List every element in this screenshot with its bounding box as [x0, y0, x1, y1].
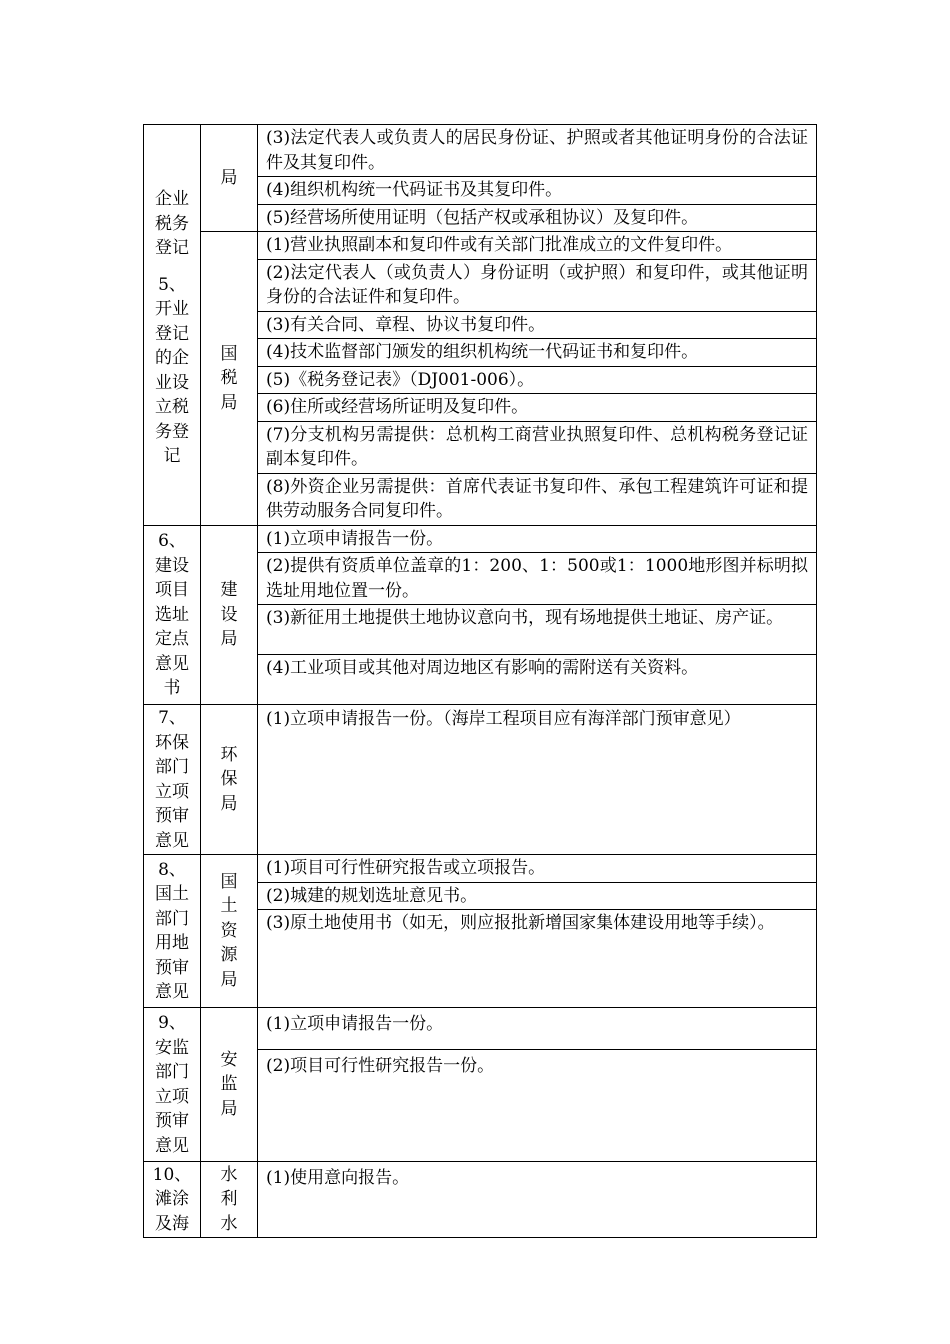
requirement-row: (1)项目可行性研究报告或立项报告。	[258, 855, 817, 883]
dept-line: 局	[220, 629, 238, 649]
item-line: 立项	[155, 781, 189, 802]
item-line: 用地	[155, 933, 189, 953]
requirement-row: (5)《税务登记表》（DJ001-006）。	[258, 366, 817, 394]
item-line: 6、	[158, 531, 186, 551]
item-line: 的企	[155, 348, 189, 368]
dept-line: 资	[220, 920, 238, 941]
requirement-row: (1)营业执照副本和复印件或有关部门批准成立的文件复印件。	[258, 232, 817, 260]
dept-cell-national-tax	[201, 232, 258, 526]
requirement-row: (3)法定代表人或负责人的居民身份证、护照或者其他证明身份的合法证件及其复印件。	[258, 125, 817, 177]
dept-line: 土	[220, 896, 238, 917]
requirement-row: (3)原土地使用书（如无，则应报批新增国家集体建设用地等手续）。	[258, 910, 817, 1008]
item-line: 8、	[158, 859, 186, 880]
item-cell-tidal-flats	[144, 1162, 201, 1238]
item-line: 项目	[155, 580, 189, 600]
dept-line: 国	[220, 343, 238, 364]
item-line: 部门	[155, 1062, 189, 1082]
dept-cell-safety	[201, 1008, 258, 1162]
requirement-row: (1)立项申请报告一份。	[258, 525, 817, 553]
requirement-row: (1)立项申请报告一份。（海岸工程项目应有海洋部门预审意见）	[258, 705, 817, 855]
requirement-row: (2)城建的规划选址意见书。	[258, 882, 817, 910]
item-line: 业设	[155, 372, 189, 393]
item-line: 及海	[155, 1213, 189, 1234]
item-line: 环保	[155, 732, 189, 753]
item-cell-tax-registration	[144, 125, 201, 526]
dept-line: 国	[220, 871, 238, 892]
dept-line: 局	[220, 1098, 238, 1119]
item-line: 预审	[155, 957, 189, 978]
requirement-row: (4)工业项目或其他对周边地区有影响的需附送有关资料。	[258, 655, 817, 705]
item-line: 建设	[155, 555, 189, 576]
item-line: 登记	[155, 323, 189, 344]
item-line: 预审	[155, 806, 189, 826]
dept-line: 局	[220, 167, 238, 188]
item-line: 部门	[155, 908, 189, 929]
requirement-row: (1)使用意向报告。	[258, 1162, 817, 1238]
item-line: 记	[163, 446, 181, 466]
item-line: 10、	[152, 1164, 192, 1185]
item-line: 7、	[158, 708, 186, 728]
dept-line: 局	[220, 793, 238, 814]
item-line: 滩涂	[155, 1189, 189, 1210]
item-line: 书	[163, 678, 181, 698]
dept-line: 利	[220, 1189, 238, 1210]
requirement-row: (2)提供有资质单位盖章的1：200、1：500或1：1000地形图并标明拟选址用地位置一份。	[258, 553, 817, 605]
item-line: 9、	[158, 1013, 186, 1033]
item-line: 立税	[155, 397, 189, 417]
item-line: 5、	[158, 274, 186, 295]
item-line: 开业	[155, 299, 189, 319]
dept-cell-land	[201, 855, 258, 1008]
requirement-row: (3)有关合同、章程、协议书复印件。	[258, 311, 817, 339]
item-cell-environmental	[144, 705, 201, 855]
dept-cell-local-tax	[201, 125, 258, 232]
dept-line: 监	[220, 1074, 238, 1095]
dept-line: 环	[220, 744, 238, 765]
dept-line: 水	[220, 1164, 238, 1185]
dept-line: 水	[220, 1213, 238, 1234]
dept-cell-construction	[201, 525, 258, 705]
dept-cell-water	[201, 1162, 258, 1238]
item-line: 国土	[155, 884, 189, 904]
dept-cell-environmental	[201, 705, 258, 855]
item-line: 部门	[155, 757, 189, 777]
item-line: 定点	[155, 629, 189, 649]
requirements-table	[143, 124, 817, 1238]
dept-line: 保	[220, 769, 238, 790]
item-line: 意见	[155, 982, 189, 1002]
requirement-row: (3)新征用土地提供土地协议意向书，现有场地提供土地证、房产证。	[258, 605, 817, 655]
requirement-row: (7)分支机构另需提供：总机构工商营业执照复印件、总机构税务登记证副本复印件。	[258, 421, 817, 473]
requirement-row: (5)经营场所使用证明（包括产权或承租协议）及复印件。	[258, 204, 817, 232]
dept-line: 局	[220, 969, 238, 990]
dept-line: 安	[220, 1049, 238, 1070]
item-line: 务登	[155, 421, 189, 442]
dept-line: 税	[220, 368, 238, 388]
item-cell-site-selection	[144, 525, 201, 705]
item-line: 选址	[155, 604, 189, 625]
dept-line: 源	[220, 945, 238, 966]
dept-line: 局	[220, 392, 238, 413]
item-line: 安监	[155, 1037, 189, 1058]
requirement-row: (8)外资企业另需提供：首席代表证书复印件、承包工程建筑许可证和提供劳动服务合同复印件。	[258, 473, 817, 525]
dept-line: 设	[220, 604, 238, 625]
requirement-row: (4)组织机构统一代码证书及其复印件。	[258, 177, 817, 205]
item-line: 登记	[155, 238, 189, 258]
item-line: 税务	[155, 213, 189, 234]
dept-line: 建	[220, 580, 238, 600]
requirement-row: (1)立项申请报告一份。	[258, 1008, 817, 1050]
item-line: 意见	[155, 1135, 189, 1156]
requirement-row: (2)法定代表人（或负责人）身份证明（或护照）和复印件，或其他证明身份的合法证件和复印件。	[258, 259, 817, 311]
item-cell-safety	[144, 1008, 201, 1162]
requirement-row: (6)住所或经营场所证明及复印件。	[258, 394, 817, 422]
item-cell-land	[144, 855, 201, 1008]
item-line: 意见	[155, 830, 189, 851]
item-line: 立项	[155, 1086, 189, 1107]
item-line: 意见	[155, 653, 189, 674]
item-line: 企业	[155, 189, 189, 209]
requirement-row: (2)项目可行性研究报告一份。	[258, 1050, 817, 1162]
requirement-row: (4)技术监督部门颁发的组织机构统一代码证书和复印件。	[258, 339, 817, 367]
item-line: 预审	[155, 1111, 189, 1131]
